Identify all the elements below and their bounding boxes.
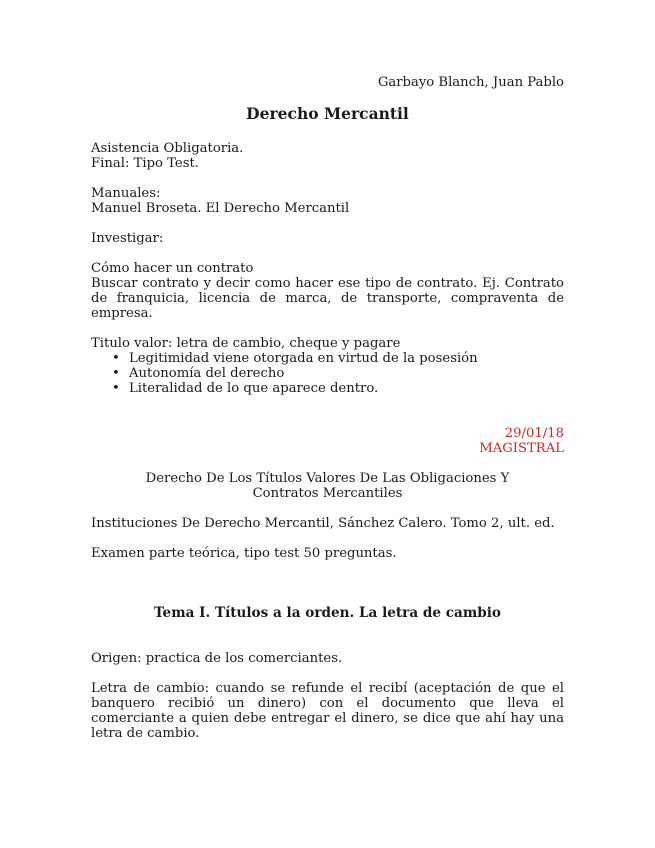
manual-reference: Manuel Broseta. El Derecho Mercantil [91,201,350,216]
list-item: • Literalidad de lo que aparece dentro. [112,381,379,396]
origin-line: Origen: practica de los comerciantes. [91,651,343,666]
manuals-label: Manuales: [91,186,161,201]
session-type: MAGISTRAL [479,441,564,456]
author-name: Garbayo Blanch, Juan Pablo [377,75,564,90]
list-item: • Autonomía del derecho [112,366,285,381]
titulo-valor-line: Titulo valor: letra de cambio, cheque y pagare [91,336,401,351]
list-item: • Legitimidad viene otorgada en virtud de la posesión [112,351,478,366]
investigate-label: Investigar: [91,231,164,246]
investigate-paragraph: Buscar contrato y decir como hacer ese tipo de contrato. Ej. Contrato de franquicia, licencia de marca, de transporte, compraventa de empresa. [91,276,564,321]
attendance-note: Asistencia Obligatoria. [91,141,244,156]
investigate-item: Cómo hacer un contrato [91,261,254,276]
topic-heading: Tema I. Títulos a la orden. La letra de cambio [154,605,501,621]
bullet-icon: • [112,366,120,381]
final-exam-note: Final: Tipo Test. [91,156,199,171]
bibliography-reference: Instituciones De Derecho Mercantil, Sánchez Calero. Tomo 2, ult. ed. [91,516,555,531]
subject-title: Derecho De Los Títulos Valores De Las Obligaciones Y Contratos Mercantiles [145,471,510,501]
session-date: 29/01/18 [504,426,564,441]
titulo-valor-list [91,351,564,396]
exam-note: Examen parte teórica, tipo test 50 preguntas. [91,546,397,561]
letra-definition-paragraph: Letra de cambio: cuando se refunde el recibí (aceptación de que el banquero recibió un dinero) con el documento que lleva el comerciante a quien debe entregar el dinero, se dice que ahí hay una letra de cambio. [91,681,564,741]
page-title: Derecho Mercantil [246,104,409,123]
bullet-icon: • [112,381,120,396]
bullet-icon: • [112,351,120,366]
